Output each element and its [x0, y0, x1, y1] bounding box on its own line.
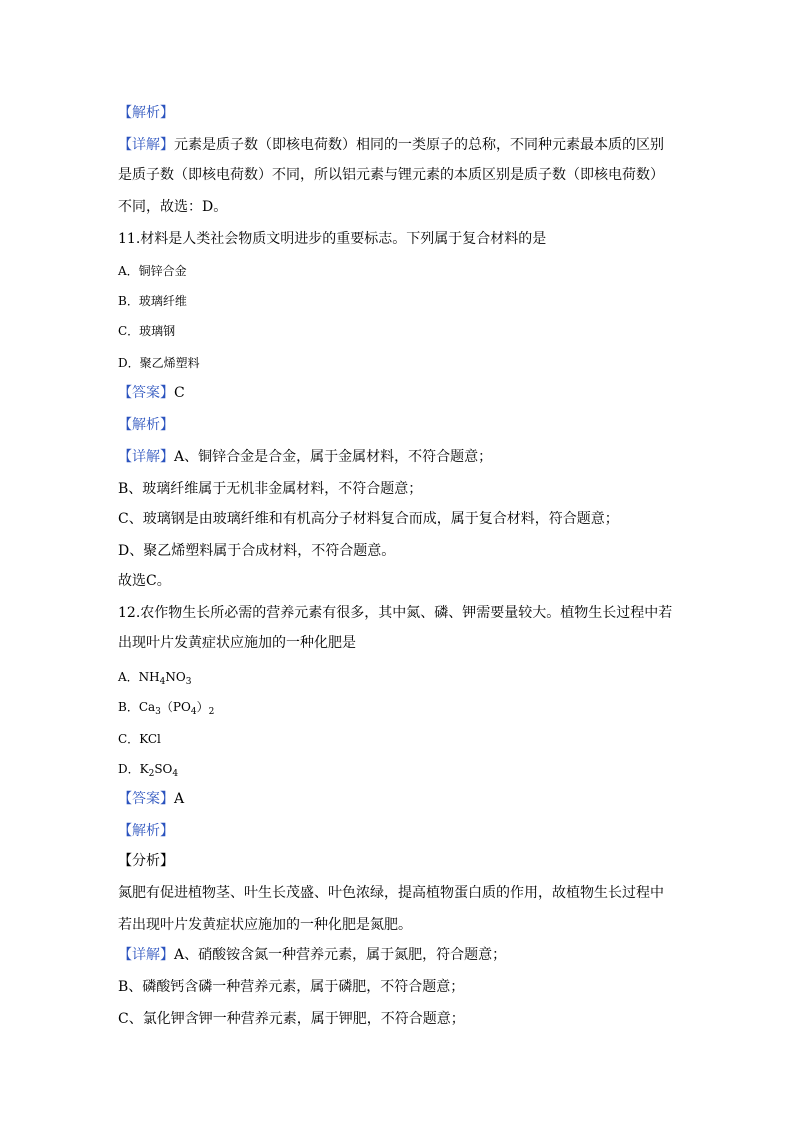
- q12-option-c: C．KCl: [118, 732, 161, 746]
- q11-option-c: C．玻璃钢: [118, 324, 176, 338]
- q11-answer: 【答案】C: [118, 385, 185, 401]
- q12-fenxi-line-1: 氮肥有促进植物茎、叶生长茂盛、叶色浓绿，提高植物蛋白质的作用，故植物生长过程中: [118, 885, 664, 901]
- q11-option-d: D．聚乙烯塑料: [118, 356, 200, 370]
- q11-analysis-tag: 【解析】: [118, 417, 174, 433]
- q12-option-b: B．$Ca_3(PO_4)_2$: [118, 700, 215, 717]
- q11-option-b: B．玻璃纤维: [118, 294, 187, 308]
- q12-detail-c: C、氯化钾含钾一种营养元素，属于钾肥，不符合题意；: [118, 1011, 465, 1027]
- q11-detail-a: 【详解】A、铜锌合金是合金，属于金属材料，不符合题意；: [118, 449, 493, 465]
- q10-detail-line-1: 【详解】元素是质子数（即核电荷数）相同的一类原子的总称，不同种元素最本质的区别: [118, 137, 664, 153]
- detail-tag: 【详解】: [118, 137, 174, 153]
- q12-analysis-tag: 【解析】: [118, 823, 174, 839]
- q10-detail-line-2: 是质子数（即核电荷数）不同，所以铝元素与锂元素的本质区别是质子数（即核电荷数）: [118, 167, 664, 183]
- q12-fenxi-line-2: 若出现叶片发黄症状应施加的一种化肥是氮肥。: [118, 917, 412, 933]
- q11-conclusion: 故选C。: [118, 573, 171, 589]
- q12-stem-line-2: 出现叶片发黄症状应施加的一种化肥是: [118, 635, 356, 651]
- q12-answer: 【答案】A: [118, 791, 185, 807]
- q12-fenxi-tag: 【分析】: [118, 853, 174, 869]
- q12-option-d: D．$K_2SO_4$: [118, 762, 179, 779]
- q11-option-a: A．铜锌合金: [118, 264, 187, 278]
- q10-analysis-tag: 【解析】: [118, 105, 174, 121]
- q12-option-a: A．$NH_4NO_3$: [118, 670, 192, 687]
- q11-detail-d: D、聚乙烯塑料属于合成材料，不符合题意。: [118, 543, 396, 559]
- q11-detail-c: C、玻璃钢是由玻璃纤维和有机高分子材料复合而成，属于复合材料，符合题意；: [118, 511, 619, 527]
- q12-stem-line-1: 12.农作物生长所必需的营养元素有很多，其中氮、磷、钾需要量较大。植物生长过程中若: [118, 605, 673, 621]
- q11-detail-b: B、玻璃纤维属于无机非金属材料，不符合题意；: [118, 481, 423, 497]
- q12-detail-a: 【详解】A、硝酸铵含氮一种营养元素，属于氮肥，符合题意；: [118, 947, 507, 963]
- q10-detail-line-3: 不同，故选：D。: [118, 199, 228, 215]
- q11-stem: 11.材料是人类社会物质文明进步的重要标志。下列属于复合材料的是: [118, 231, 547, 247]
- q12-detail-b: B、磷酸钙含磷一种营养元素，属于磷肥，不符合题意；: [118, 979, 465, 995]
